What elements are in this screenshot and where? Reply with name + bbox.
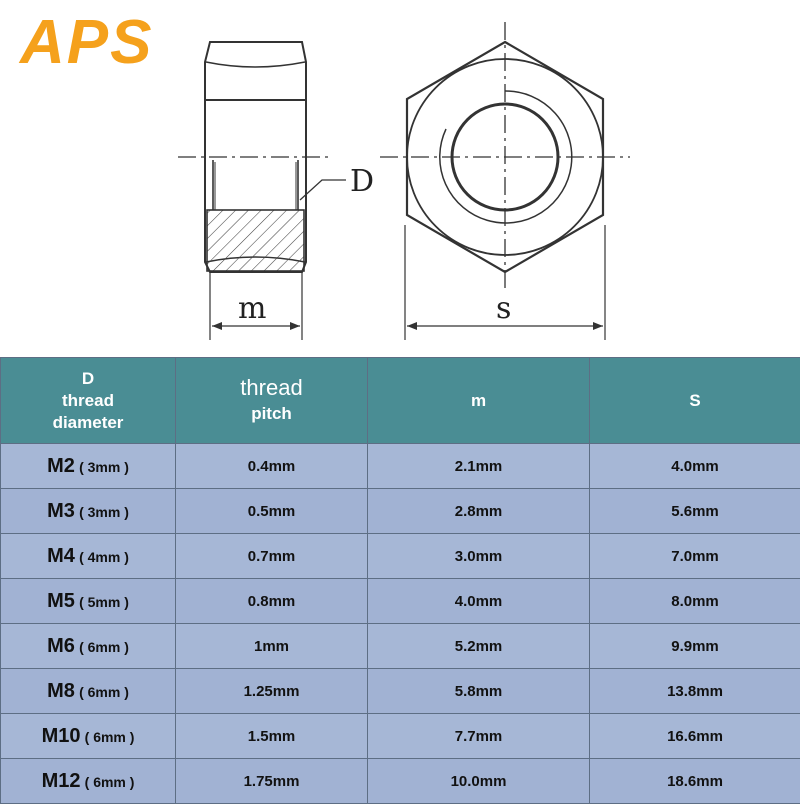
cell-s: 18.6mm (590, 759, 800, 804)
header-thread-pitch: thread pitch (176, 358, 368, 444)
cell-size (1, 714, 176, 759)
brand-logo: APS (20, 8, 153, 78)
table-row (1, 759, 800, 804)
size-label: M3 (47, 500, 75, 522)
cell-pitch: 0.5mm (176, 489, 368, 534)
table-row (1, 669, 800, 714)
cell-s: 16.6mm (590, 714, 800, 759)
cell-m: 7.7mm (368, 714, 590, 759)
cell-pitch: 1.75mm (176, 759, 368, 804)
cell-pitch: 1.25mm (176, 669, 368, 714)
table-row (1, 714, 800, 759)
cell-m: 5.2mm (368, 624, 590, 669)
cell-size (1, 579, 176, 624)
cell-s: 8.0mm (590, 579, 800, 624)
cell-size (1, 669, 176, 714)
cell-m: 3.0mm (368, 534, 590, 579)
table-row (1, 444, 800, 489)
cell-pitch: 0.7mm (176, 534, 368, 579)
cell-size (1, 534, 176, 579)
cell-pitch: 0.8mm (176, 579, 368, 624)
cell-pitch: 1.5mm (176, 714, 368, 759)
table-header-row (1, 358, 800, 444)
size-label: M12 (42, 770, 81, 792)
cell-size (1, 444, 176, 489)
header-m: m (368, 358, 590, 444)
size-paren: ( 6mm ) (85, 729, 135, 745)
cell-size (1, 759, 176, 804)
cell-pitch: 0.4mm (176, 444, 368, 489)
size-label: M4 (47, 545, 75, 567)
cell-pitch: 1mm (176, 624, 368, 669)
size-label: M2 (47, 455, 75, 477)
cell-m: 5.8mm (368, 669, 590, 714)
size-label: M5 (47, 590, 75, 612)
cell-size (1, 489, 176, 534)
nut-spec-table (0, 357, 800, 804)
hex-nut-drawing (0, 0, 800, 357)
cell-s: 4.0mm (590, 444, 800, 489)
cell-m: 2.8mm (368, 489, 590, 534)
size-label: M10 (42, 725, 81, 747)
m-label: m (238, 291, 266, 326)
d-label: D (350, 164, 374, 199)
table-row (1, 489, 800, 534)
size-label: M8 (47, 680, 75, 702)
size-paren: ( 3mm ) (79, 459, 129, 475)
cell-m: 2.1mm (368, 444, 590, 489)
cell-s: 13.8mm (590, 669, 800, 714)
hatched-thread-section (207, 210, 304, 271)
size-label: M6 (47, 635, 75, 657)
table-row (1, 534, 800, 579)
size-paren: ( 6mm ) (79, 639, 129, 655)
header-thread-diameter: D thread diameter (1, 358, 176, 444)
table-row (1, 624, 800, 669)
cell-m: 4.0mm (368, 579, 590, 624)
size-paren: ( 3mm ) (79, 504, 129, 520)
cell-size (1, 624, 176, 669)
s-label: s (496, 291, 511, 326)
cell-m: 10.0mm (368, 759, 590, 804)
table-row (1, 579, 800, 624)
size-paren: ( 4mm ) (79, 549, 129, 565)
cell-s: 5.6mm (590, 489, 800, 534)
size-paren: ( 6mm ) (79, 684, 129, 700)
header-s: S (590, 358, 800, 444)
cell-s: 9.9mm (590, 624, 800, 669)
cell-s: 7.0mm (590, 534, 800, 579)
size-paren: ( 5mm ) (79, 594, 129, 610)
size-paren: ( 6mm ) (85, 774, 135, 790)
